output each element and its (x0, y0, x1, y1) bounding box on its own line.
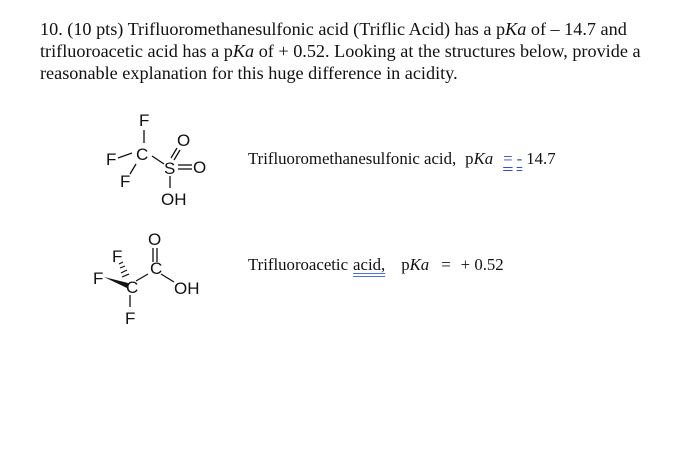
pka-italic: Ka (232, 41, 255, 61)
question-line-2-text: trifluoroacetic acid has a p (40, 41, 233, 61)
pka-p: p (401, 255, 410, 274)
triflic-acid-label (248, 149, 556, 169)
atom-o-right: O (193, 158, 207, 177)
atom-o-top: O (177, 131, 191, 150)
atom-o-top: O (148, 230, 162, 249)
equals-sign: = - (503, 149, 523, 168)
triflic-acid-structure (98, 108, 228, 218)
question-line-2-tail: of + 0.52. Looking at the structures below, provide a (254, 41, 641, 61)
pka-italic: Ka (505, 19, 527, 39)
triflic-acid-name: Trifluoromethanesulfonic acid, (248, 149, 457, 168)
triflic-pka-value: 14.7 (526, 149, 556, 168)
atom-c-center: C (126, 278, 139, 297)
tfa-name-acid: acid, (353, 255, 386, 274)
question-line-1-tail: of – 14.7 and (526, 19, 627, 39)
tfa-pka-value: + 0.52 (460, 255, 504, 274)
question-line-3: reasonable explanation for this huge difference in acidity. (40, 63, 458, 83)
trifluoroacetic-acid-label (248, 255, 504, 275)
atom-f-bottom: F (125, 309, 136, 328)
atom-f-left: F (93, 269, 104, 288)
pka-p: p (465, 149, 474, 168)
atom-f-top: F (139, 111, 150, 130)
atom-f-bottom: F (120, 172, 131, 191)
question-line-2 (40, 40, 670, 62)
atom-c-carbonyl: C (150, 259, 163, 278)
equals-sign: = (441, 255, 451, 274)
atom-s: S (164, 159, 176, 178)
atom-f-top: F (112, 247, 123, 266)
atom-oh: OH (161, 190, 187, 209)
pka-italic: Ka (409, 255, 430, 274)
question-line-1-text: 10. (10 pts) Trifluoromethanesulfonic acid (Triflic Acid) has a p (40, 19, 506, 39)
atom-c: C (136, 145, 149, 164)
atom-f-left: F (106, 150, 117, 169)
pka-italic: Ka (473, 149, 494, 168)
question-line-1 (40, 18, 670, 40)
trifluoroacetic-acid-structure (90, 228, 220, 328)
question-text (40, 18, 670, 84)
tfa-name: Trifluoroacetic (248, 255, 349, 274)
atom-oh: OH (174, 279, 200, 298)
